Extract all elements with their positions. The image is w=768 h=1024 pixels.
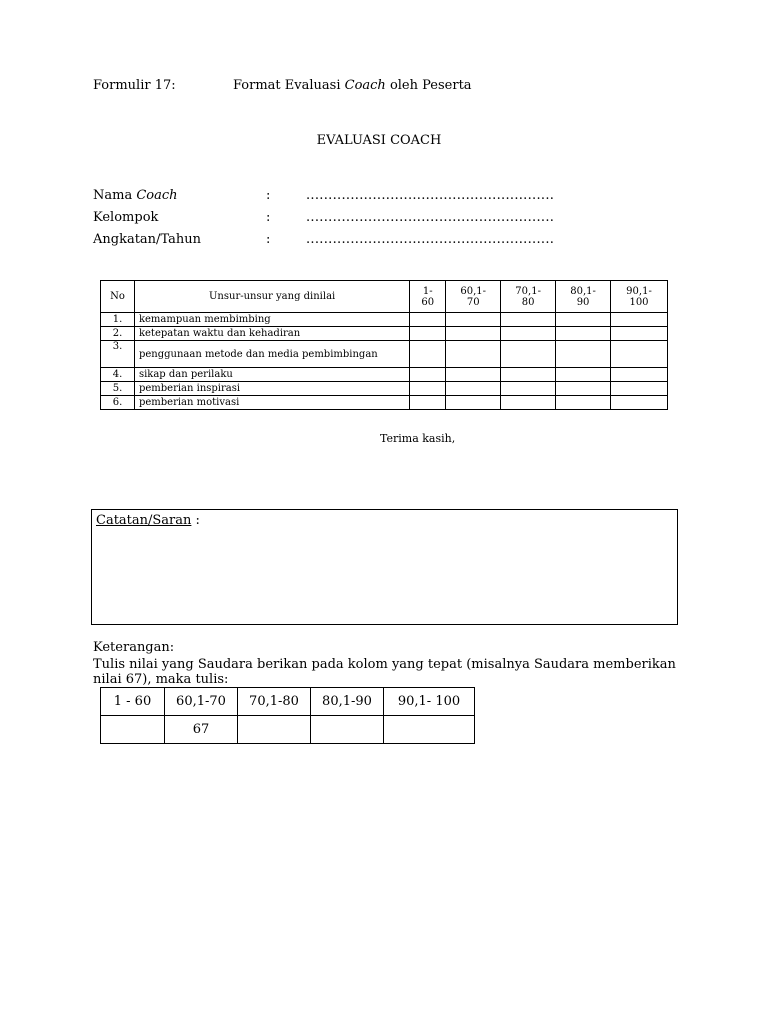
notes-box[interactable] <box>91 509 678 625</box>
field-colon: : <box>266 188 271 203</box>
score-cell[interactable] <box>611 396 668 410</box>
score-cell[interactable] <box>556 368 611 382</box>
score-cell[interactable] <box>501 382 556 396</box>
field-label-text: Nama <box>93 188 137 203</box>
example-value: 67 <box>165 716 238 744</box>
header-range: 90,1- 100 <box>611 281 668 313</box>
example-header: 90,1- 100 <box>384 688 475 716</box>
header-range: 60,1- 70 <box>446 281 501 313</box>
example-value <box>238 716 311 744</box>
example-header: 70,1-80 <box>238 688 311 716</box>
form-title-part1: Format Evaluasi <box>233 78 345 93</box>
thanks-text: Terima kasih, <box>380 432 456 445</box>
row-number: 2. <box>101 327 135 341</box>
score-cell[interactable] <box>611 368 668 382</box>
row-item: penggunaan metode dan media pembimbingan <box>134 341 409 368</box>
table-row <box>101 341 668 368</box>
row-number: 3. <box>101 341 135 368</box>
table-row <box>101 396 668 410</box>
evaluation-table <box>100 280 668 410</box>
row-item: pemberian inspirasi <box>134 382 409 396</box>
example-value <box>101 716 165 744</box>
score-cell[interactable] <box>501 368 556 382</box>
score-cell[interactable] <box>611 341 668 368</box>
score-cell[interactable] <box>556 327 611 341</box>
field-label-angkatan: Angkatan/Tahun <box>93 232 201 247</box>
table-header-row <box>101 281 668 313</box>
form-label: Formulir 17: <box>93 78 176 93</box>
header-range: 70,1- 80 <box>501 281 556 313</box>
table-row <box>101 313 668 327</box>
header-range: 80,1- 90 <box>556 281 611 313</box>
header-no: No <box>101 281 135 313</box>
score-cell[interactable] <box>556 396 611 410</box>
field-label-italic: Coach <box>136 188 178 203</box>
field-colon: : <box>266 232 271 247</box>
score-cell[interactable] <box>446 341 501 368</box>
row-number: 1. <box>101 313 135 327</box>
row-item: pemberian motivasi <box>134 396 409 410</box>
form-title <box>233 78 472 93</box>
row-number: 5. <box>101 382 135 396</box>
score-cell[interactable] <box>410 396 446 410</box>
score-cell[interactable] <box>410 382 446 396</box>
score-cell[interactable] <box>611 313 668 327</box>
row-number: 4. <box>101 368 135 382</box>
score-cell[interactable] <box>501 313 556 327</box>
score-cell[interactable] <box>410 368 446 382</box>
example-header-row <box>101 688 475 716</box>
score-cell[interactable] <box>446 313 501 327</box>
table-row <box>101 382 668 396</box>
legend-title: Keterangan: <box>93 640 175 655</box>
field-colon: : <box>266 210 271 225</box>
score-cell[interactable] <box>446 396 501 410</box>
score-cell[interactable] <box>556 382 611 396</box>
header-item: Unsur-unsur yang dinilai <box>134 281 409 313</box>
row-item: sikap dan perilaku <box>134 368 409 382</box>
example-table <box>100 687 475 744</box>
row-item: ketepatan waktu dan kehadiran <box>134 327 409 341</box>
example-value <box>311 716 384 744</box>
example-header: 80,1-90 <box>311 688 384 716</box>
score-cell[interactable] <box>501 327 556 341</box>
score-cell[interactable] <box>410 327 446 341</box>
score-cell[interactable] <box>446 382 501 396</box>
score-cell[interactable] <box>410 313 446 327</box>
score-cell[interactable] <box>410 341 446 368</box>
field-label-kelompok: Kelompok <box>93 210 159 225</box>
form-title-italic: Coach <box>344 78 386 93</box>
header-range: 1- 60 <box>410 281 446 313</box>
score-cell[interactable] <box>501 396 556 410</box>
score-cell[interactable] <box>611 327 668 341</box>
score-cell[interactable] <box>556 341 611 368</box>
example-value-row <box>101 716 475 744</box>
table-row <box>101 327 668 341</box>
field-dots-angkatan: ........................................................ <box>306 232 555 247</box>
row-number: 6. <box>101 396 135 410</box>
field-dots-coach: ........................................................ <box>306 188 555 203</box>
example-value <box>384 716 475 744</box>
notes-label <box>96 513 200 528</box>
field-dots-kelompok: ........................................................ <box>306 210 555 225</box>
table-row <box>101 368 668 382</box>
notes-label-text: Catatan/Saran <box>96 513 192 528</box>
score-cell[interactable] <box>501 341 556 368</box>
score-cell[interactable] <box>446 368 501 382</box>
form-title-part2: oleh Peserta <box>385 78 472 93</box>
document-title: EVALUASI COACH <box>316 133 442 148</box>
row-item: kemampuan membimbing <box>134 313 409 327</box>
legend-text: Tulis nilai yang Saudara berikan pada kolom yang tepat (misalnya Saudara memberikan nilai 67), maka tulis: <box>93 657 676 687</box>
field-label-coach <box>93 188 178 203</box>
example-header: 1 - 60 <box>101 688 165 716</box>
score-cell[interactable] <box>556 313 611 327</box>
score-cell[interactable] <box>611 382 668 396</box>
score-cell[interactable] <box>446 327 501 341</box>
notes-label-suffix: : <box>191 513 200 528</box>
example-header: 60,1-70 <box>165 688 238 716</box>
